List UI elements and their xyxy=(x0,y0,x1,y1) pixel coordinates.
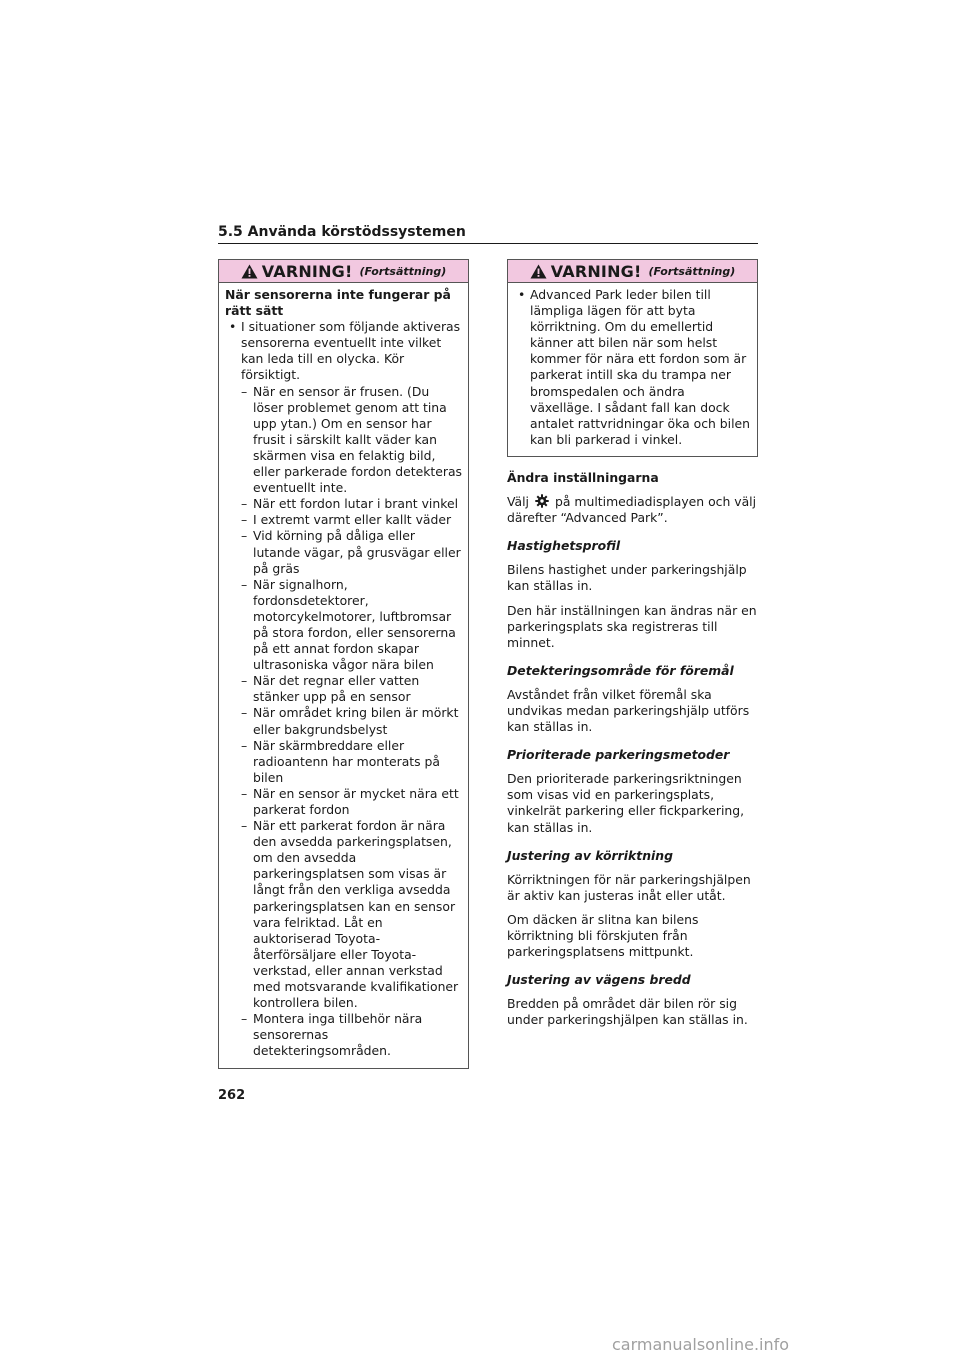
list-item: – Vid körning på dåliga eller lutande vägar, på grusvägar eller på gräs xyxy=(241,528,461,576)
section-header: 5.5 Använda körstödssystemen xyxy=(218,224,758,244)
warning-body xyxy=(219,283,468,1068)
list-item: – I extremt varmt eller kallt väder xyxy=(241,512,452,528)
warning-triangle-icon xyxy=(530,264,547,279)
subsection-title: Justering av körriktning xyxy=(507,847,673,863)
list-item: – När ett fordon lutar i brant vinkel xyxy=(241,496,459,512)
list-item: – När skärmbreddare eller radioantenn har monterats på bilen xyxy=(241,737,441,785)
watermark-link[interactable]: carmanualsonline.info xyxy=(612,1335,790,1354)
subsection-title: Prioriterade parkeringsmetoder xyxy=(507,747,730,763)
list-item: – När ett parkerat fordon är nära den avsedda parkeringsplatsen, om den avsedda parkeringsplatsen som visas är långt från den verkliga avsedda parkeringsplatsen kan en sensor vara felriktad. Låt en auktoriserad Toyota-återförsäljare eller Toyota-verkstad, eller annan verkstad med motsvarande kvalifikationer kontrollera bilen. xyxy=(241,818,459,1011)
warning-subtitle: (Fortsättning) xyxy=(648,264,736,278)
warning-header xyxy=(219,260,468,283)
settings-select-text: Välj på multimediadisplayen och välj därefter “Advanced Park”. xyxy=(507,494,757,526)
warning-box-right xyxy=(507,259,758,457)
paragraph: Bilens hastighet under parkeringshjälp kan ställas in. xyxy=(507,562,747,594)
paragraph: Avståndet från vilket föremål ska undvikas medan parkeringshjälp utförs kan ställas in. xyxy=(507,686,750,735)
paragraph: Körriktningen för när parkeringshjälpen är aktiv kan justeras inåt eller utåt. xyxy=(507,871,751,903)
settings-section xyxy=(507,470,758,1029)
list-item: – När en sensor är frusen. (Du löser problemet genom att tina upp ytan.) Om en sensor har frusit i särskilt kallt väder kan skärmen visa en felaktig bild, eller parkerade fordon detekteras eventuellt inte. xyxy=(241,383,463,496)
warning-subtitle: (Fortsättning) xyxy=(359,264,447,278)
settings-heading: Ändra inställningarna xyxy=(507,469,659,485)
list-item: – När signalhorn, fordonsdetektorer, motorcykelmotorer, luftbromsar på stora fordon, eller sensorerna på ett annat fordon skapar ultrasoniska vågor nära bilen xyxy=(241,576,456,673)
subsection-title: Detekteringsområde för föremål xyxy=(507,662,734,678)
list-item: – När en sensor är mycket nära ett parkerat fordon xyxy=(241,785,459,817)
list-item: – Montera inga tillbehör nära sensorernas detekteringsområden. xyxy=(241,1011,423,1059)
warning-body xyxy=(508,283,757,456)
paragraph: Den prioriterade parkeringsriktningen som visas vid en parkeringsplats, vinkelrät parkering eller fickparkering, kan ställas in. xyxy=(507,771,745,835)
warning-title: VARNING! xyxy=(261,261,353,281)
subsection-title: Hastighetsprofil xyxy=(507,538,621,554)
left-column xyxy=(218,259,469,1069)
paragraph: Om däcken är slitna kan bilens körriktning bli förskjuten från parkeringsplatsens mittpunkt. xyxy=(507,911,699,960)
warning-header xyxy=(508,260,757,283)
warning-title: VARNING! xyxy=(550,261,642,281)
warning-triangle-icon xyxy=(241,264,258,279)
gear-icon xyxy=(535,494,549,508)
warning-box-left xyxy=(218,259,469,1069)
warning-heading: När sensorerna inte fungerar på rätt sätt xyxy=(225,287,451,319)
right-column xyxy=(507,259,758,1028)
list-item: – När det regnar eller vatten stänker upp på en sensor xyxy=(241,673,420,705)
paragraph: Den här inställningen kan ändras när en parkeringsplats ska registreras till minnet. xyxy=(507,602,757,650)
page-number: 262 xyxy=(218,1088,246,1103)
subsection-title: Justering av vägens bredd xyxy=(507,972,691,988)
list-item: – När området kring bilen är mörkt eller bakgrundsbelyst xyxy=(241,705,459,737)
warning-bullet: • Advanced Park leder bilen till lämpliga lägen för att byta körriktning. Om du emellertid känner att bilen när som helst kommer för nära ett fordon som är parkerat intill ska du trampa ner bromspedalen och ändra växelläge. I sådant fall kan dock antalet rattvridningar öka och bilen kan bli parkerad i vinkel. xyxy=(514,287,751,448)
warning-bullet: • I situationer som följande aktiveras sensorerna eventuellt inte vilket kan leda till en olycka. Kör försiktigt. xyxy=(225,319,462,383)
paragraph: Bredden på området där bilen rör sig under parkeringshjälpen kan ställas in. xyxy=(507,996,748,1028)
